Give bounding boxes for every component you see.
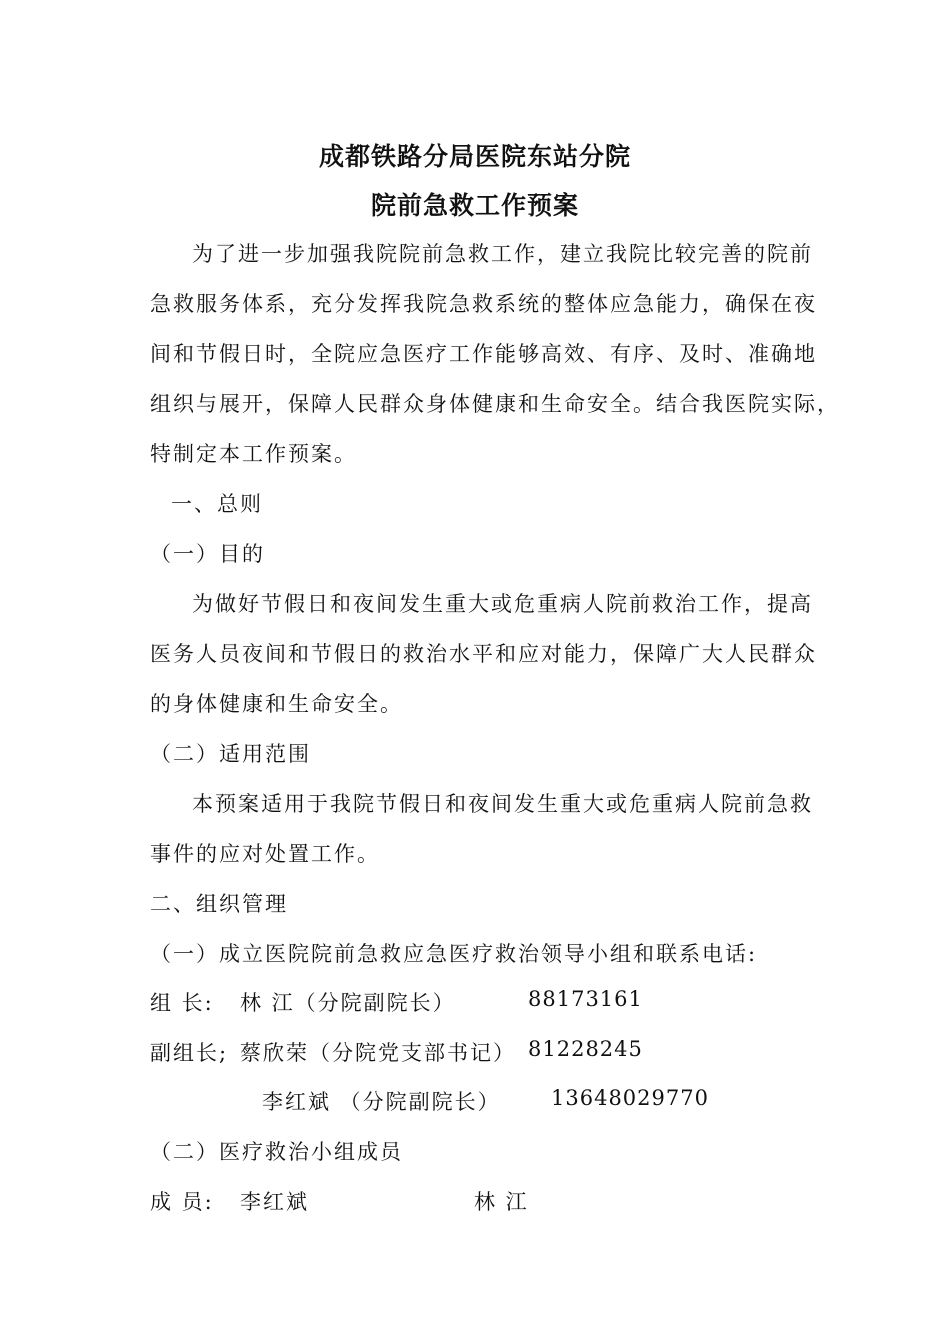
deputy-leader-2-name: 李红斌 （分院副院长） [262,1090,501,1114]
deputy-leader-label: 副组长; [150,1041,229,1065]
subsection-heading-purpose: （一）目的 [150,542,265,566]
leader-name: 林 江（分院副院长） [240,991,456,1015]
leader-label: 组 长: [150,991,214,1015]
scope-line-1: 本预案适用于我院节假日和夜间发生重大或危重病人院前急救 [192,792,813,816]
purpose-line-3: 的身体健康和生命安全。 [150,692,403,716]
intro-line-3: 间和节假日时，全院应急医疗工作能够高效、有序、及时、准确地 [150,342,817,366]
member-1-name: 李红斌 [240,1190,309,1214]
member-2-name: 林 江 [474,1190,529,1214]
purpose-line-1: 为做好节假日和夜间发生重大或危重病人院前救治工作，提高 [192,592,813,616]
subsection-heading-leadership: （一）成立医院院前急救应急医疗救治领导小组和联系电话: [150,942,758,966]
intro-line-5: 特制定本工作预案。 [150,442,357,466]
scope-line-2: 事件的应对处置工作。 [150,842,380,866]
purpose-line-2: 医务人员夜间和节假日的救治水平和应对能力，保障广大人民群众 [150,642,817,666]
intro-line-4: 组织与展开，保障人民群众身体健康和生命安全。结合我医院实际， [150,392,840,416]
deputy-leader-1-name: 蔡欣荣（分院党支部书记） [240,1041,516,1065]
section-heading-general: 一、总则 [171,492,263,516]
document-subtitle: 院前急救工作预案 [370,191,579,220]
section-heading-organization: 二、组织管理 [150,892,288,916]
document-title: 成都铁路分局医院东站分院 [318,142,631,171]
leader-phone: 88173161 [528,987,643,1011]
deputy-leader-2-phone: 13648029770 [551,1086,709,1110]
deputy-leader-1-phone: 81228245 [528,1037,643,1061]
members-label: 成 员: [150,1190,214,1214]
intro-line-2: 急救服务体系，充分发挥我院急救系统的整体应急能力，确保在夜 [150,292,817,316]
intro-line-1: 为了进一步加强我院院前急救工作，建立我院比较完善的院前 [192,242,813,266]
subsection-heading-scope: （二）适用范围 [150,742,311,766]
subsection-heading-medical-team: （二）医疗救治小组成员 [150,1140,403,1164]
